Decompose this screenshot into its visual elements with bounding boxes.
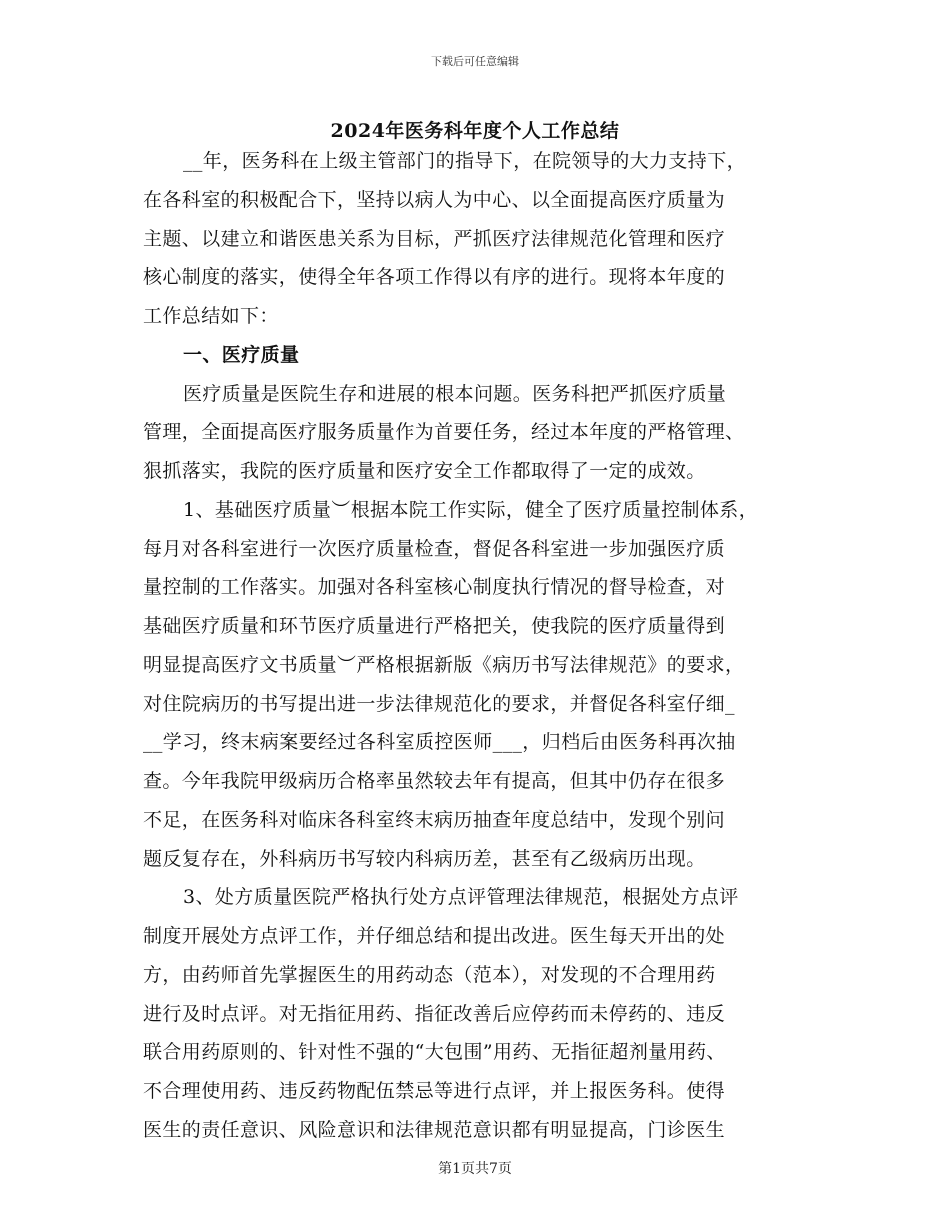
section-heading-medical-quality: 一、医疗质量	[183, 343, 300, 366]
body-line: 方，由药师首先掌握医生的用药动态（范本），对发现的不合理用药	[143, 963, 716, 986]
body-line: 3、处方质量医院严格执行处方点评管理法律规范，根据处方点评	[183, 886, 739, 909]
body-line: 主题、以建立和谐医患关系为目标，严抓医疗法律规范化管理和医疗	[143, 227, 726, 250]
body-line: 不足，在医务科对临床各科室终末病历抽查年度总结中，发现个别问	[143, 808, 726, 831]
body-line: 对住院病历的书写提出进一步法律规范化的要求，并督促各科室仔细_	[143, 692, 735, 715]
body-line: 核心制度的落实，使得全年各项工作得以有序的进行。现将本年度的	[143, 266, 726, 289]
body-line: 题反复存在，外科病历书写较内科病历差，甚至有乙级病历出现。	[143, 847, 706, 870]
document-body	[143, 142, 823, 1150]
body-line: 进行及时点评。对无指征用药、指征改善后应停药而未停药的、违反	[143, 1002, 726, 1025]
body-line: 每月对各科室进行一次医疗质量检查，督促各科室进一步加强医疗质	[143, 537, 726, 560]
body-line: __学习，终末病案要经过各科室质控医师___，归档后由医务科再次抽	[143, 731, 736, 754]
body-line: 联合用药原则的、针对性不强的“大包围”用药、无指征超剂量用药、	[143, 1041, 726, 1064]
body-line: 医疗质量是医院生存和进展的根本问题。医务科把严抓医疗质量	[183, 382, 727, 405]
page-header: 下载后可任意编辑	[431, 55, 519, 68]
page-footer: 第1页共7页	[438, 1161, 512, 1177]
document-title: 2024年医务科年度个人工作总结	[330, 120, 620, 142]
body-line: 量控制的工作落实。加强对各科室核心制度执行情况的督导检查，对	[143, 576, 726, 599]
body-line: 制度开展处方点评工作，并仔细总结和提出改进。医生每天开出的处	[143, 925, 726, 947]
body-line: 在各科室的积极配合下，坚持以病人为中心、以全面提高医疗质量为	[143, 188, 726, 211]
body-line: 不合理使用药、违反药物配伍禁忌等进行点评，并上报医务科。使得	[143, 1080, 726, 1102]
body-line: 医生的责任意识、风险意识和法律规范意识都有明显提高，门诊医生	[143, 1118, 726, 1141]
body-line: 明显提高医疗文书质量︶严格根据新版《病历书写法律规范》的要求，	[143, 653, 745, 676]
body-line: 管理，全面提高医疗服务质量作为首要任务，经过本年度的严格管理、	[143, 421, 745, 444]
body-line: 1、基础医疗质量︶根据本院工作实际，健全了医疗质量控制体系，	[183, 498, 759, 521]
body-line: 工作总结如下：	[143, 305, 279, 327]
body-line: 狠抓落实，我院的医疗质量和医疗安全工作都取得了一定的成效。	[143, 460, 706, 482]
body-line: 查。今年我院甲级病历合格率虽然较去年有提高，但其中仍存在很多	[143, 770, 726, 792]
body-line: 基础医疗质量和环节医疗质量进行严格把关，使我院的医疗质量得到	[143, 615, 726, 637]
body-line: __年，医务科在上级主管部门的指导下，在院领导的大力支持下，	[183, 150, 747, 172]
